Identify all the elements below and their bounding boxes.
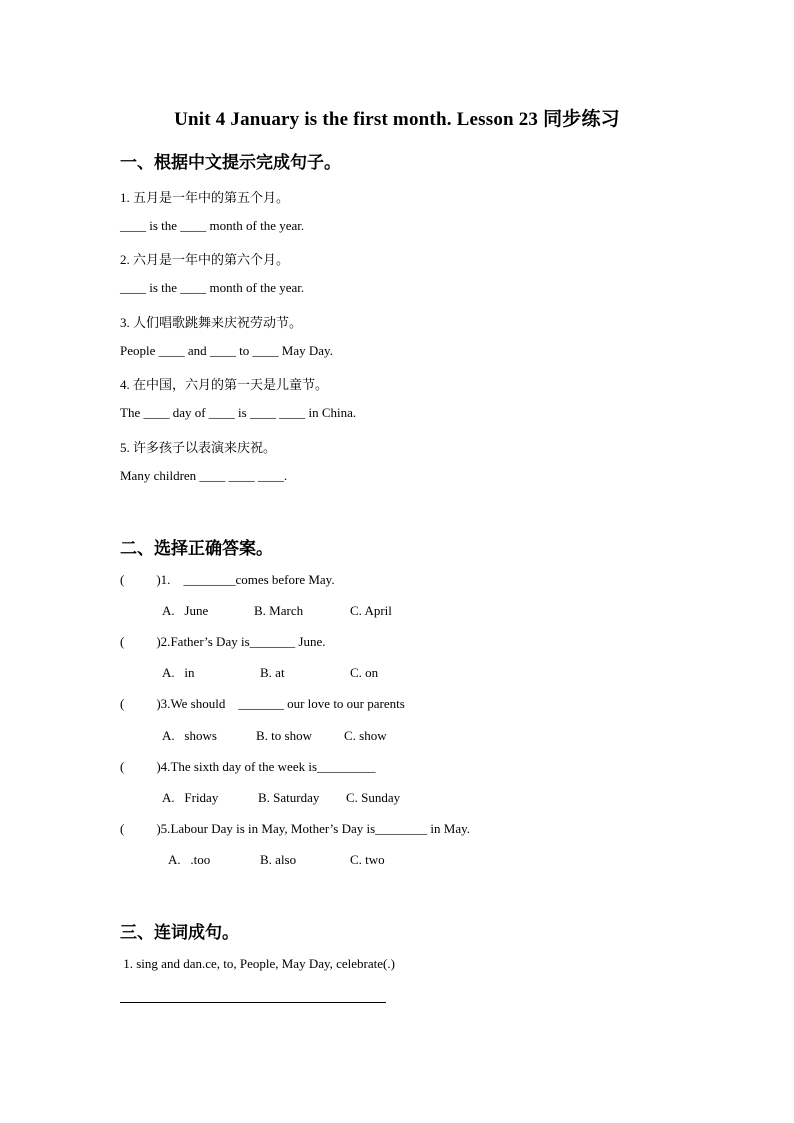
option-a[interactable]: A. Friday [162, 790, 219, 805]
s2-q4-stem-line [120, 759, 376, 775]
s1-q1-chinese: 1. 五月是一年中的第五个月。 [120, 190, 290, 205]
option-c[interactable]: C. April [350, 603, 392, 618]
open-paren: ( [120, 759, 125, 774]
s1-q4-chinese: 4. 在中国，六月的第一天是儿童节。 [120, 377, 329, 392]
s1-q5-chinese: 5. 许多孩子以表演来庆祝。 [120, 440, 277, 455]
option-b[interactable]: B. to show [256, 728, 312, 743]
option-c[interactable]: C. on [350, 665, 379, 680]
option-c[interactable]: C. two [350, 852, 385, 867]
open-paren: ( [120, 696, 125, 711]
open-paren: ( [120, 821, 125, 836]
option-a[interactable]: A. shows [162, 728, 217, 743]
s1-q3-chinese: 3. 人们唱歌跳舞来庆祝劳动节。 [120, 315, 303, 330]
question-stem: Labour Day is in May, Mother’s Day is________ in May. [170, 821, 471, 836]
question-number: )5. [156, 821, 171, 836]
s1-q2-chinese: 2. 六月是一年中的第六个月。 [120, 252, 290, 267]
s2-q3-stem-line [120, 696, 405, 712]
option-b[interactable]: B. also [260, 852, 297, 867]
option-c[interactable]: C. Sunday [346, 790, 401, 805]
option-b[interactable]: B. Saturday [258, 790, 320, 805]
question-stem: We should _______ our love to our parents [170, 696, 405, 711]
option-b[interactable]: B. March [254, 603, 304, 618]
page-title: Unit 4 January is the first month. Lesson 23 同步练习 [174, 109, 620, 130]
option-b[interactable]: B. at [260, 665, 285, 680]
option-a[interactable]: A. .too [168, 852, 211, 867]
section1-heading: 一、根据中文提示完成句子。 [120, 153, 341, 173]
s1-q1-english: ____ is the ____ month of the year. [120, 218, 305, 233]
s2-q5-stem-line [120, 821, 470, 837]
s2-q1-stem-line [120, 572, 335, 588]
s3-q1-words: 1. sing and dan.ce, to, People, May Day, celebrate(.) [120, 956, 395, 971]
s1-q3-english: People ____ and ____ to ____ May Day. [120, 343, 333, 358]
option-a[interactable]: A. June [162, 603, 209, 618]
s1-q5-english: Many children ____ ____ ____. [120, 468, 288, 483]
s1-q2-english: ____ is the ____ month of the year. [120, 280, 305, 295]
question-number: )2. [156, 634, 171, 649]
option-c[interactable]: C. show [344, 728, 387, 743]
answer-line[interactable] [120, 1002, 386, 1003]
question-number: )3. [156, 696, 171, 711]
open-paren: ( [120, 634, 125, 649]
s2-q2-stem-line [120, 634, 325, 650]
question-number: )4. [156, 759, 171, 774]
question-stem: Father’s Day is_______ June. [170, 634, 326, 649]
question-number: )1. [156, 572, 171, 587]
open-paren: ( [120, 572, 125, 587]
section2-heading: 二、选择正确答案。 [120, 539, 273, 559]
section3-heading: 三、连词成句。 [120, 923, 239, 943]
option-a[interactable]: A. in [162, 665, 195, 680]
question-stem: ________comes before May. [183, 572, 335, 587]
question-stem: The sixth day of the week is_________ [170, 759, 376, 774]
s1-q4-english: The ____ day of ____ is ____ ____ in China. [120, 405, 357, 420]
